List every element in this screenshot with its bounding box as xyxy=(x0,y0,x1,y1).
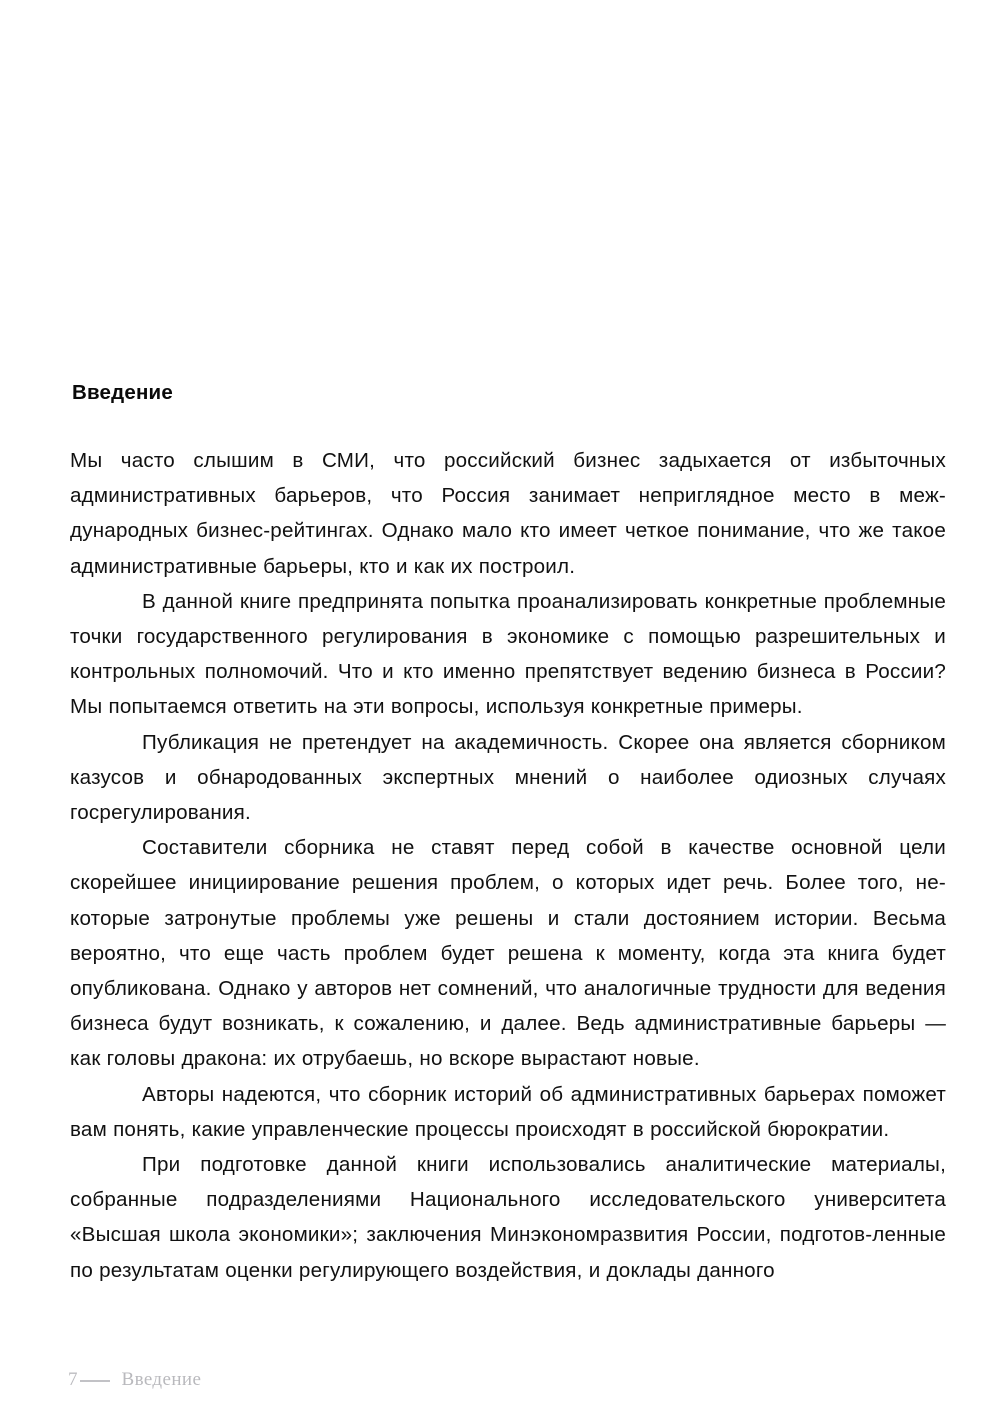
page-title: Введение xyxy=(72,381,173,404)
running-head-label: Введение xyxy=(121,1369,202,1390)
footer-rule-divider xyxy=(80,1380,110,1382)
paragraph: Мы часто слышим в СМИ, что российский бизнес задыхается от избыточных административных барьеров, что Россия занимает неприглядное место в меж-дународных бизнес-рейтингах. Однако мало кто имеет четкое понимание, что же такое административные барьеры, кто и как их построил. xyxy=(70,449,946,578)
paragraph: В данной книге предпринята попытка проанализировать конкретные проблемные точки государственного регулирования в экономике с помощью разрешительных и контрольных полномочий. Что и кто именно препятствует ведению бизнеса в России? Мы попытаемся ответить на эти вопросы, используя конкретные примеры. xyxy=(70,589,946,719)
body-text-block xyxy=(70,443,946,1288)
paragraph: При подготовке данной книги использовались аналитические материалы, собранные подразделениями Национального исследовательского университета «Высшая школа экономики»; заключения Минэкономразвития России, подготов-ленные по результатам оценки регулирующего воздействия, и доклады данного xyxy=(70,1153,946,1282)
page-footer xyxy=(68,1370,201,1389)
page-number: 7 xyxy=(68,1369,78,1390)
paragraph: Авторы надеются, что сборник историй об административных барьерах поможет вам понять, какие управленческие процессы происходят в российской бюрократии. xyxy=(70,1082,946,1141)
paragraph: Публикация не претендует на академичность. Скорее она является сборником казусов и обнародованных экспертных мнений о наиболее одиозных случаях госрегулирования. xyxy=(70,730,946,825)
paragraph: Составители сборника не ставят перед собой в качестве основной цели скорейшее инициирование решения проблем, о которых идет речь. Более того, не-которые затронутые проблемы уже решены и стали достоянием истории. Весьма вероятно, что еще часть проблем будет решена к моменту, когда эта книга будет опубликована. Однако у авторов нет сомнений, что аналогичные трудности для ведения бизнеса будут возникать, к сожалению, и далее. Ведь административные барьеры — как головы дракона: их отрубаешь, но вскоре вырастают новые. xyxy=(70,836,946,1071)
